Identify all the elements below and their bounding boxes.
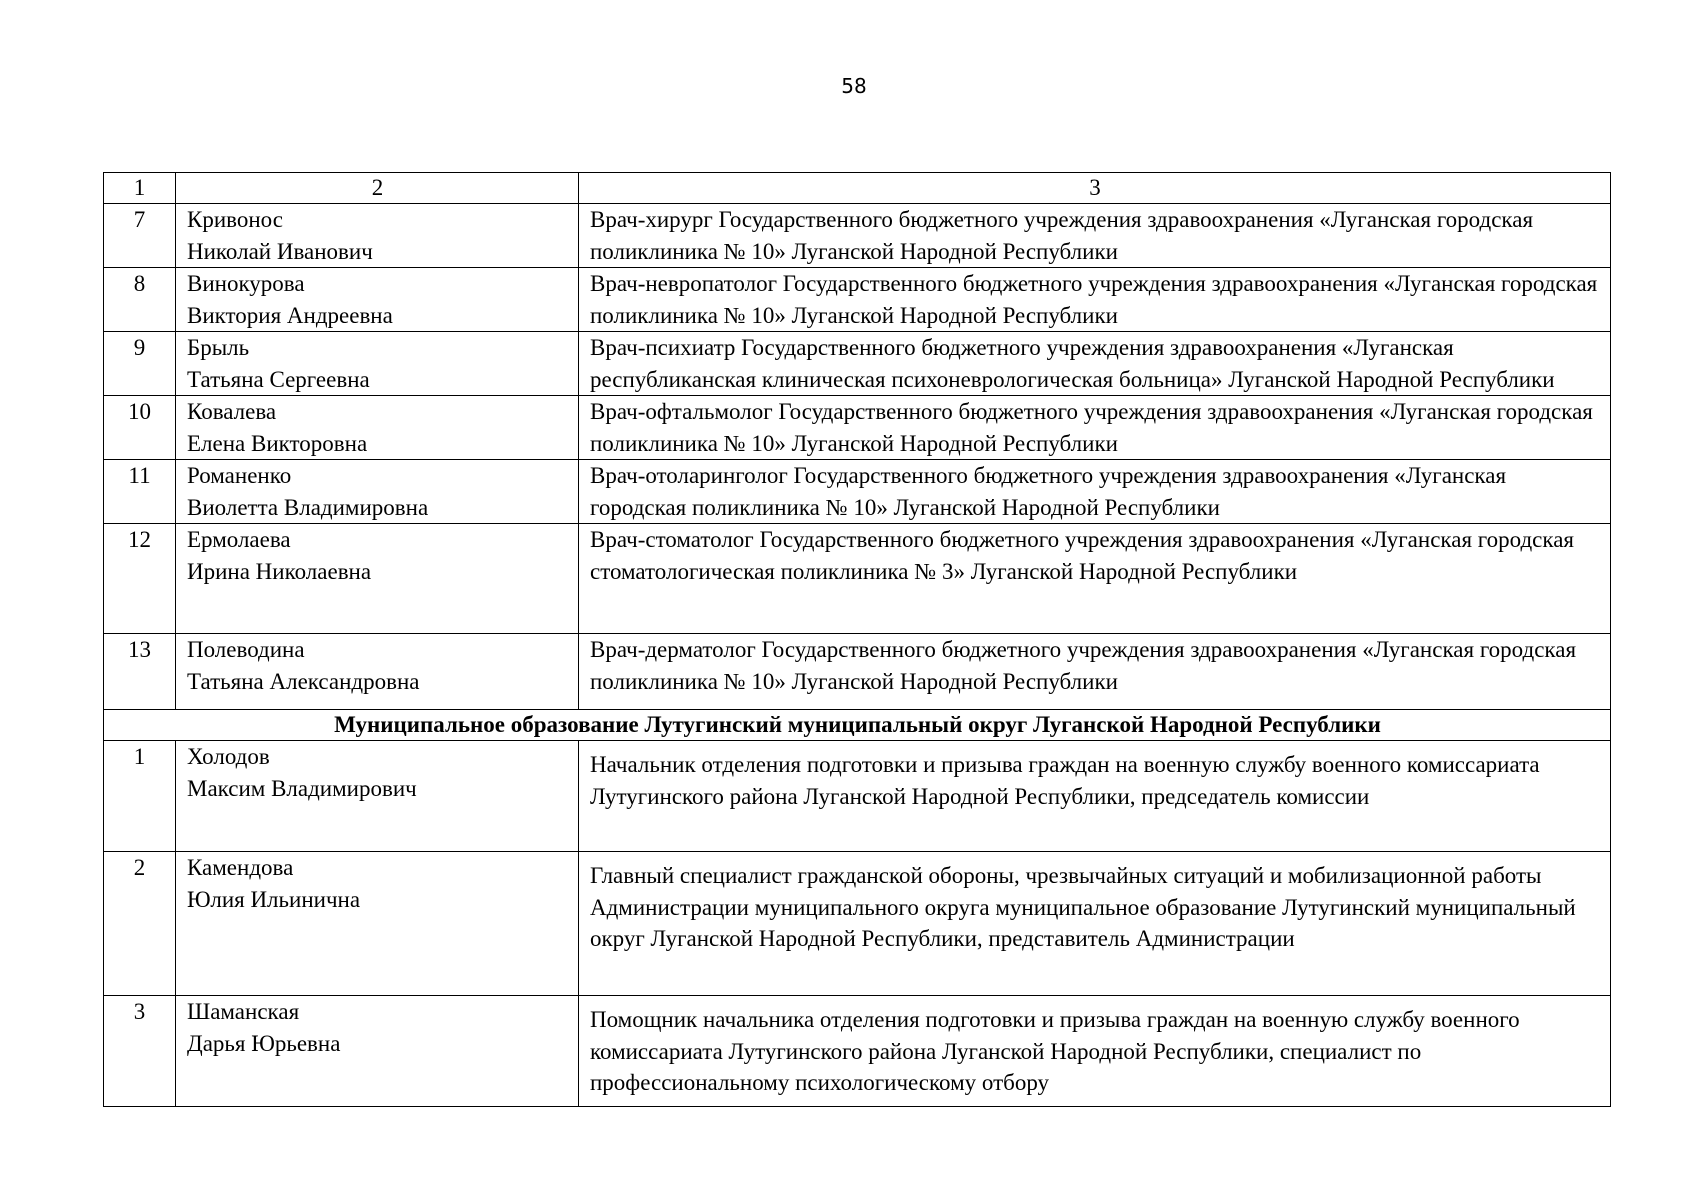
row-number: 12 — [104, 524, 176, 634]
member-surname: Холодов — [187, 744, 270, 769]
member-given-names: Елена Викторовна — [187, 430, 368, 456]
member-given-names: Виолетта Владимировна — [187, 494, 429, 520]
member-name — [176, 396, 579, 460]
row-number: 11 — [104, 460, 176, 524]
section-title: Муниципальное образование Лутугинский муниципальный округ Луганской Народной Республики — [104, 710, 1611, 741]
member-given-names: Татьяна Сергеевна — [187, 366, 370, 392]
member-position: Помощник начальника отделения подготовки и призыва граждан на военную службу военного комиссариата Лутугинского района Луганской Народной Республики, специалист по профессиональному психологическому отбору — [579, 996, 1611, 1107]
member-surname: Романенко — [187, 463, 292, 488]
member-name — [176, 332, 579, 396]
member-name — [176, 460, 579, 524]
member-surname: Шаманская — [187, 999, 300, 1024]
member-given-names: Ирина Николаевна — [187, 558, 372, 584]
member-position: Врач-отоларинголог Государственного бюджетного учреждения здравоохранения «Луганская городская поликлиника № 10» Луганской Народной Республики — [579, 460, 1611, 524]
member-given-names: Виктория Андреевна — [187, 302, 393, 328]
member-name — [176, 741, 579, 852]
member-name — [176, 204, 579, 268]
table-row — [104, 396, 1611, 460]
member-surname: Кривонос — [187, 207, 283, 232]
row-number: 7 — [104, 204, 176, 268]
member-position: Врач-офтальмолог Государственного бюджетного учреждения здравоохранения «Луганская городская поликлиника № 10» Луганской Народной Республики — [579, 396, 1611, 460]
row-number: 13 — [104, 634, 176, 710]
member-given-names: Максим Владимирович — [187, 775, 417, 801]
member-position: Врач-невропатолог Государственного бюджетного учреждения здравоохранения «Луганская городская поликлиника № 10» Луганской Народной Республики — [579, 268, 1611, 332]
member-surname: Полеводина — [187, 637, 305, 662]
member-surname: Брыль — [187, 335, 250, 360]
row-number: 10 — [104, 396, 176, 460]
member-given-names: Юлия Ильинична — [187, 886, 361, 912]
header-cell-col-1: 1 — [104, 173, 176, 204]
table-row — [104, 741, 1611, 852]
member-name — [176, 268, 579, 332]
page-number: 58 — [841, 74, 867, 98]
member-position: Врач-стоматолог Государственного бюджетного учреждения здравоохранения «Луганская городская стоматологическая поликлиника № 3» Луганской Народной Республики — [579, 524, 1611, 634]
table-row — [104, 460, 1611, 524]
member-name — [176, 852, 579, 996]
member-given-names: Дарья Юрьевна — [187, 1030, 341, 1056]
member-given-names: Татьяна Александровна — [187, 668, 420, 694]
member-name — [176, 634, 579, 710]
member-given-names: Николай Иванович — [187, 238, 373, 264]
member-surname: Ковалева — [187, 399, 277, 424]
table-row — [104, 996, 1611, 1107]
header-cell-col-3: 3 — [579, 173, 1611, 204]
row-number: 2 — [104, 852, 176, 996]
table-row — [104, 332, 1611, 396]
row-number: 8 — [104, 268, 176, 332]
member-position: Врач-хирург Государственного бюджетного учреждения здравоохранения «Луганская городская поликлиника № 10» Луганской Народной Республики — [579, 204, 1611, 268]
row-number: 9 — [104, 332, 176, 396]
table-row — [104, 852, 1611, 996]
member-surname: Винокурова — [187, 271, 305, 296]
table-row — [104, 204, 1611, 268]
table-row — [104, 268, 1611, 332]
member-position: Врач-дерматолог Государственного бюджетного учреждения здравоохранения «Луганская городская поликлиника № 10» Луганской Народной Республики — [579, 634, 1611, 710]
member-position: Врач-психиатр Государственного бюджетного учреждения здравоохранения «Луганская республиканская клиническая психоневрологическая больница» Луганской Народной Республики — [579, 332, 1611, 396]
header-cell-col-2: 2 — [176, 173, 579, 204]
member-surname: Камендова — [187, 855, 294, 880]
member-name — [176, 996, 579, 1107]
member-position: Начальник отделения подготовки и призыва граждан на военную службу военного комиссариата Лутугинского района Луганской Народной Республики, председатель комиссии — [579, 741, 1611, 852]
table-row — [104, 634, 1611, 710]
member-position: Главный специалист гражданской обороны, чрезвычайных ситуаций и мобилизационной работы Администрации муниципального округа муниципальное образование Лутугинский муниципальный округ Луганской Народной Республики, представитель Администрации — [579, 852, 1611, 996]
commission-members-table — [103, 172, 1611, 1107]
row-number: 3 — [104, 996, 176, 1107]
member-name — [176, 524, 579, 634]
section-heading-row — [104, 710, 1611, 741]
member-surname: Ермолаева — [187, 527, 291, 552]
table-header-row — [104, 173, 1611, 204]
table-row — [104, 524, 1611, 634]
row-number: 1 — [104, 741, 176, 852]
